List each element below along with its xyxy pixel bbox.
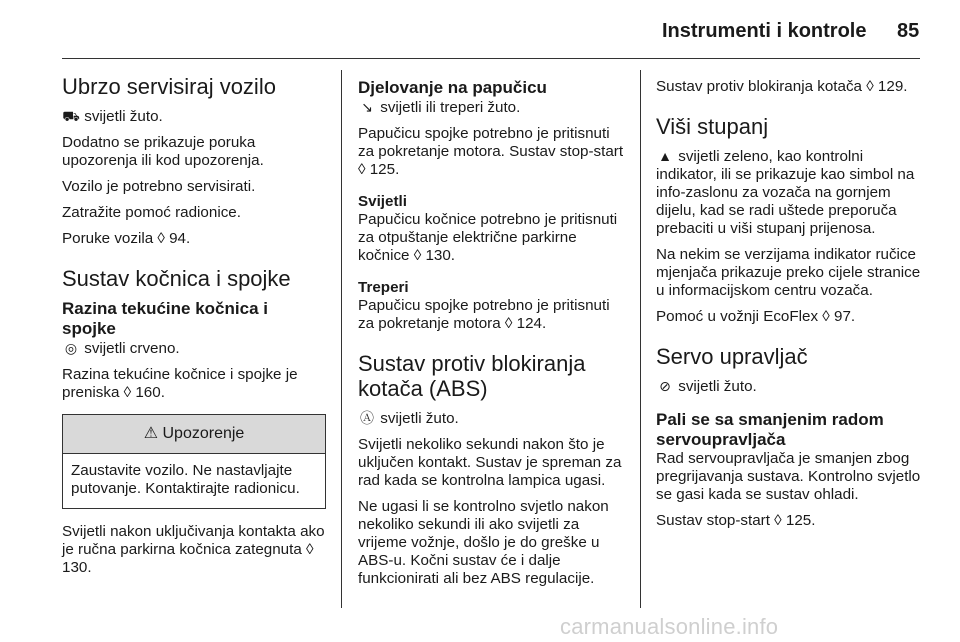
paragraph: Sustav protiv blokiranja kotača ◊ 129. — [656, 78, 908, 95]
paragraph: Zatražite pomoć radionice. — [62, 204, 241, 221]
abs-icon: Ⓐ — [360, 410, 374, 426]
paragraph: Papučicu spojke potrebno je pritisnuti za pokretanje motora ◊ 124. — [358, 297, 610, 332]
power-steering-icon: ⊘ — [659, 378, 671, 394]
section-title-abs: Sustav protiv blokiranja kotača (ABS) — [358, 351, 586, 401]
paragraph: Svijetli nekoliko sekundi nakon što je uključen kontakt. Sustav je spreman za rad kada se kontrolna lampica ugasi. — [358, 436, 622, 489]
section-title-shift: Viši stupanj — [656, 114, 769, 139]
warning-header: ⚠ Upozorenje — [63, 415, 325, 454]
pedal-icon: ↘ — [361, 99, 373, 115]
column-divider-2 — [640, 70, 641, 608]
column-1 — [62, 66, 326, 585]
header-rule — [62, 58, 920, 59]
warning-triangle-icon: ⚠ — [143, 425, 159, 442]
pedal-light-text: ↘ svijetli ili treperi žuto. — [358, 98, 626, 117]
page-header-title: Instrumenti i kontrole — [662, 20, 867, 42]
shift-light-text: ▲ svijetli zeleno, kao kontrolni indikator, ili se prikazuje kao simbol na info-zaslonu za vozača na gornjem dijelu, kad se radi uštede preporuča prebaciti u viši stupanj prijenosa. — [656, 148, 915, 237]
subsection-title-pedal: Djelovanje na papučicu — [358, 78, 547, 97]
watermark: carmanualsonline.info — [560, 614, 779, 639]
paragraph: Dodatno se prikazuje poruka upozorenja ili kod upozorenja. — [62, 134, 264, 169]
section-title-service: Ubrzo servisiraj vozilo — [62, 74, 276, 99]
brake-fluid-icon: ◎ — [64, 340, 78, 356]
column-2 — [358, 66, 626, 596]
warning-text: Zaustavite vozilo. Ne nastavljajte putovanje. Kontaktirajte radionicu. — [71, 462, 300, 497]
paragraph: Razina tekućine kočnice i spojke je preniska ◊ 160. — [62, 366, 298, 401]
warning-box — [62, 414, 326, 509]
paragraph: Rad servoupravljača je smanjen zbog pregrijavanja sustava. Kontrolno svjetlo se gasi kada se sustav ohladi. — [656, 450, 921, 503]
paragraph: Na nekim se verzijama indikator ručice mjenjača prikazuje preko cijele stranice u informacijskom centru vozača. — [656, 246, 921, 299]
section-title-brakes: Sustav kočnica i spojke — [62, 266, 291, 291]
paragraph: Sustav stop-start ◊ 125. — [656, 512, 816, 529]
paragraph: Svijetli nakon uključivanja kontakta ako je ručna parkirna kočnica zategnuta ◊ 130. — [62, 523, 325, 576]
car-wrench-icon: ⛟ — [62, 108, 80, 124]
paragraph: Papučicu spojke potrebno je pritisnuti za pokretanje motora. Sustav stop-start ◊ 125. — [358, 125, 624, 178]
label-treperi: Treperi — [358, 279, 409, 296]
page-number: 85 — [897, 20, 920, 42]
paragraph: Pomoć u vožnji EcoFlex ◊ 97. — [656, 308, 856, 325]
section-title-steering: Servo upravljač — [656, 344, 808, 369]
shift-up-icon: ▲ — [658, 148, 672, 164]
paragraph: Papučicu kočnice potrebno je pritisnuti za otpuštanje električne parkirne kočnice ◊ 130. — [358, 211, 618, 264]
paragraph: Ne ugasi li se kontrolno svjetlo nakon nekoliko sekundi ili ako svijetli za vrijeme vožnje, došlo je do greške u ABS-u. Kočni sustav će i dalje funkcionirati ali bez ABS regulacije. — [358, 498, 609, 587]
subsection-title-steering: Pali se sa smanjenim radom servoupravljača — [656, 410, 884, 449]
steering-light-text: ⊘ svijetli žuto. — [656, 377, 926, 396]
label-svijetli: Svijetli — [358, 193, 407, 210]
column-divider-1 — [341, 70, 342, 608]
brake-light-text: ◎ svijetli crveno. — [62, 339, 326, 358]
abs-light-text: Ⓐ svijetli žuto. — [360, 410, 459, 427]
subsection-title-fluid: Razina tekućine kočnica i spojke — [62, 299, 268, 338]
service-light-text: ⛟ svijetli žuto. — [62, 108, 163, 125]
paragraph: Vozilo je potrebno servisirati. — [62, 178, 256, 195]
paragraph: Poruke vozila ◊ 94. — [62, 230, 191, 247]
column-3 — [656, 66, 926, 538]
